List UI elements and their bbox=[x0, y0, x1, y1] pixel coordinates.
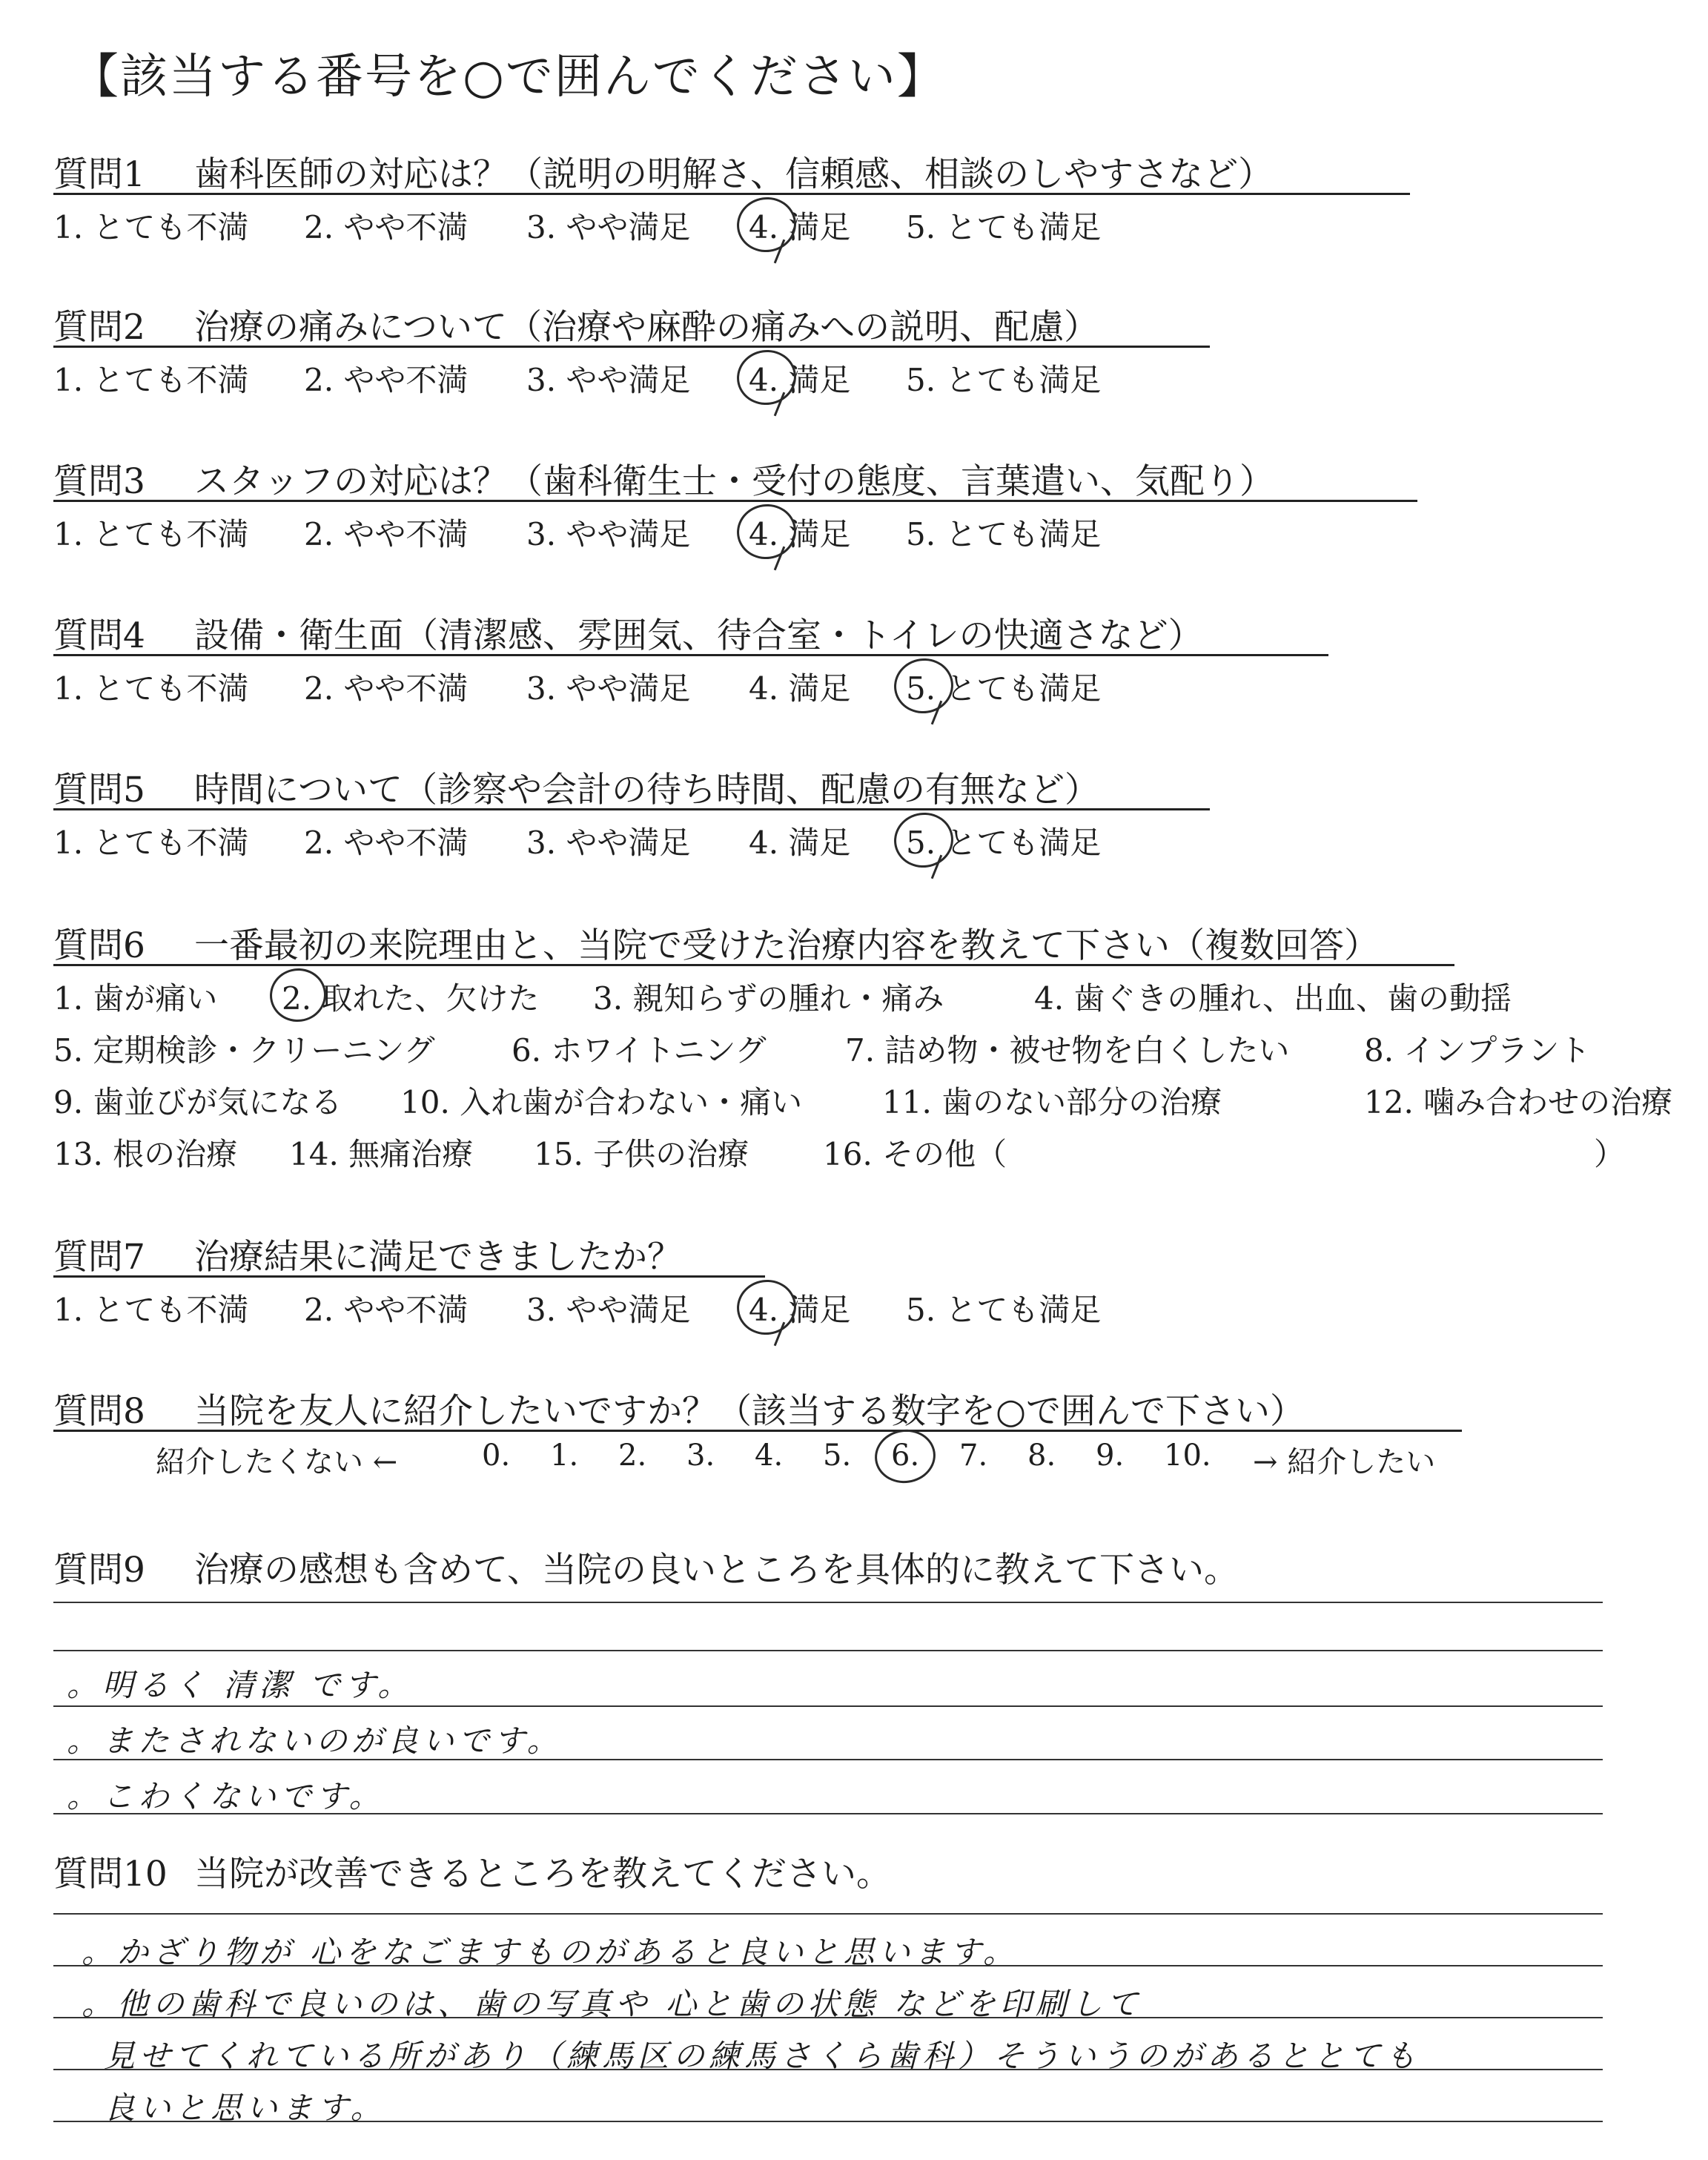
question-underline bbox=[53, 1275, 765, 1278]
answer-line bbox=[53, 1705, 1603, 1707]
question-text: 歯科医師の対応は？（説明の明解さ、信頼感、相談のしやすさなど） bbox=[194, 154, 1274, 195]
rating-option-5[interactable]: 5. とても満足 bbox=[906, 825, 1102, 861]
question-7-heading bbox=[53, 1229, 682, 1279]
question-1-heading bbox=[53, 147, 1273, 196]
question-9-heading bbox=[53, 1542, 1239, 1592]
question-text: 時間について（診察や会計の待ち時間、配慮の有無など） bbox=[194, 770, 1100, 810]
rating-option-1[interactable]: 1. とても不満 bbox=[53, 209, 249, 245]
handwritten-answer: 良いと思います。 bbox=[104, 2090, 386, 2126]
treatment-option[interactable]: 12. 噛み合わせの治療 bbox=[1364, 1084, 1673, 1120]
treatment-option[interactable]: 2. 取れた、欠けた bbox=[282, 980, 540, 1017]
answer-line bbox=[53, 1650, 1603, 1651]
rating-option-1[interactable]: 1. とても不満 bbox=[53, 516, 249, 552]
rating-option-2[interactable]: 2. やや不満 bbox=[304, 670, 469, 707]
scale-value-2[interactable]: 2. bbox=[618, 1439, 647, 1473]
rating-option-1[interactable]: 1. とても不満 bbox=[53, 362, 249, 398]
answer-line bbox=[53, 1602, 1603, 1603]
question-number: 質問7 bbox=[53, 1237, 145, 1278]
rating-option-4[interactable]: 4. 満足 bbox=[749, 516, 851, 552]
answer-line bbox=[53, 1913, 1603, 1915]
question-text: 一番最初の来院理由と、当院で受けた治療内容を教えて下さい（複数回答） bbox=[194, 925, 1379, 966]
treatment-option[interactable]: 15. 子供の治療 bbox=[534, 1136, 749, 1172]
rating-option-3[interactable]: 3. やや満足 bbox=[526, 1292, 691, 1328]
question-text: スタッフの対応は？（歯科衛生士・受付の態度、言葉遣い、気配り） bbox=[194, 461, 1274, 502]
rating-option-2[interactable]: 2. やや不満 bbox=[304, 209, 469, 245]
scale-value-8[interactable]: 8. bbox=[1027, 1439, 1056, 1473]
question-6-heading bbox=[53, 918, 1379, 968]
question-number: 質問5 bbox=[53, 770, 145, 810]
question-underline bbox=[53, 193, 1410, 195]
question-text: 治療の痛みについて（治療や麻酔の痛みへの説明、配慮） bbox=[194, 307, 1099, 348]
rating-option-3[interactable]: 3. やや満足 bbox=[526, 670, 691, 707]
question-underline bbox=[53, 654, 1328, 656]
question-number: 質問10 bbox=[53, 1854, 168, 1895]
scale-value-10[interactable]: 10. bbox=[1164, 1439, 1211, 1473]
question-number: 質問3 bbox=[53, 461, 145, 502]
rating-option-4[interactable]: 4. 満足 bbox=[749, 362, 851, 398]
rating-option-2[interactable]: 2. やや不満 bbox=[304, 1292, 469, 1328]
question-underline bbox=[53, 500, 1417, 502]
rating-option-4[interactable]: 4. 満足 bbox=[749, 825, 851, 861]
rating-option-2[interactable]: 2. やや不満 bbox=[304, 516, 469, 552]
question-underline bbox=[53, 808, 1210, 810]
handwritten-answer: 。他の歯科で良いのは、歯の写真や 心と歯の状態 などを印刷して bbox=[82, 1986, 1142, 2022]
handwritten-answer: 。かざり物が 心をなごますものがあると良いと思います。 bbox=[82, 1934, 1019, 1970]
question-8-heading bbox=[53, 1384, 1305, 1433]
page-title: 【該当する番号を○で囲んでください】 bbox=[71, 50, 946, 105]
rating-option-5[interactable]: 5. とても満足 bbox=[906, 362, 1102, 398]
rating-option-2[interactable]: 2. やや不満 bbox=[304, 825, 469, 861]
rating-option-5[interactable]: 5. とても満足 bbox=[906, 516, 1102, 552]
question-number: 質問1 bbox=[53, 154, 145, 195]
rating-option-4[interactable]: 4. 満足 bbox=[749, 1292, 851, 1328]
question-5-heading bbox=[53, 762, 1099, 812]
rating-option-3[interactable]: 3. やや満足 bbox=[526, 209, 691, 245]
treatment-option[interactable]: 14. 無痛治療 bbox=[289, 1136, 474, 1172]
question-text: 治療結果に満足できましたか？ bbox=[194, 1237, 682, 1278]
scale-value-0[interactable]: 0. bbox=[482, 1439, 511, 1473]
scale-value-3[interactable]: 3. bbox=[686, 1439, 715, 1473]
question-text: 当院を友人に紹介したいですか？（該当する数字を○で囲んで下さい） bbox=[194, 1391, 1305, 1432]
question-number: 質問8 bbox=[53, 1391, 145, 1432]
treatment-option[interactable]: 11. 歯のない部分の治療 bbox=[882, 1084, 1222, 1120]
treatment-option[interactable]: 5. 定期検診・クリーニング bbox=[53, 1032, 435, 1069]
rating-option-3[interactable]: 3. やや満足 bbox=[526, 362, 691, 398]
treatment-option[interactable]: 1. 歯が痛い bbox=[53, 980, 218, 1017]
question-underline bbox=[53, 964, 1454, 966]
rating-option-5[interactable]: 5. とても満足 bbox=[906, 670, 1102, 707]
hand-drawn-circle bbox=[871, 1426, 939, 1487]
handwritten-answer: 。明るく 清潔 です。 bbox=[67, 1667, 414, 1703]
scale-value-1[interactable]: 1. bbox=[550, 1439, 579, 1473]
question-2-heading bbox=[53, 300, 1099, 349]
question-text: 設備・衛生面（清潔感、雰囲気、待合室・トイレの快適さなど） bbox=[194, 615, 1203, 656]
question-3-heading bbox=[53, 454, 1274, 503]
question-number: 質問4 bbox=[53, 615, 145, 656]
question-number: 質問6 bbox=[53, 925, 145, 966]
question-underline bbox=[53, 1430, 1462, 1432]
scale-value-6[interactable]: 6. bbox=[891, 1439, 920, 1473]
treatment-option[interactable]: 6. ホワイトニング bbox=[512, 1032, 767, 1069]
treatment-option[interactable]: 7. 詰め物・被せ物を白くしたい bbox=[845, 1032, 1290, 1069]
treatment-option[interactable]: 4. 歯ぐきの腫れ、出血、歯の動揺 bbox=[1034, 980, 1512, 1017]
treatment-option[interactable]: ） bbox=[1594, 1136, 1626, 1172]
rating-option-1[interactable]: 1. とても不満 bbox=[53, 670, 249, 707]
scale-value-7[interactable]: 7. bbox=[959, 1439, 988, 1473]
question-underline bbox=[53, 346, 1210, 348]
rating-option-5[interactable]: 5. とても満足 bbox=[906, 209, 1102, 245]
treatment-option[interactable]: 16. その他（ bbox=[823, 1136, 1007, 1172]
question-text: 当院が改善できるところを教えてください。 bbox=[194, 1854, 891, 1895]
scale-right-label: → 紹介したい bbox=[1253, 1445, 1436, 1479]
question-4-heading bbox=[53, 608, 1203, 658]
handwritten-answer: 。またされないのが良いです。 bbox=[67, 1723, 563, 1759]
question-number: 質問9 bbox=[53, 1550, 145, 1591]
scale-left-label: 紹介したくない ← bbox=[156, 1445, 398, 1479]
question-number: 質問2 bbox=[53, 307, 145, 348]
question-10-heading bbox=[53, 1846, 891, 1896]
treatment-option[interactable]: 10. 入れ歯が合わない・痛い bbox=[400, 1084, 803, 1120]
rating-option-3[interactable]: 3. やや満足 bbox=[526, 516, 691, 552]
treatment-option[interactable]: 8. インプラント bbox=[1364, 1032, 1591, 1069]
rating-option-5[interactable]: 5. とても満足 bbox=[906, 1292, 1102, 1328]
treatment-option[interactable]: 13. 根の治療 bbox=[53, 1136, 238, 1172]
scale-value-9[interactable]: 9. bbox=[1096, 1439, 1125, 1473]
rating-option-1[interactable]: 1. とても不満 bbox=[53, 825, 249, 861]
question-text: 治療の感想も含めて、当院の良いところを具体的に教えて下さい。 bbox=[194, 1550, 1239, 1591]
rating-option-2[interactable]: 2. やや不満 bbox=[304, 362, 469, 398]
rating-option-4[interactable]: 4. 満足 bbox=[749, 670, 851, 707]
handwritten-answer: 。こわくないです。 bbox=[67, 1778, 385, 1814]
treatment-option[interactable]: 3. 親知らずの腫れ・痛み bbox=[593, 980, 944, 1017]
scale-value-5[interactable]: 5. bbox=[823, 1439, 852, 1473]
scale-value-4[interactable]: 4. bbox=[755, 1439, 784, 1473]
rating-option-3[interactable]: 3. やや満足 bbox=[526, 825, 691, 861]
rating-option-4[interactable]: 4. 満足 bbox=[749, 209, 851, 245]
handwritten-answer: 見せてくれている所があり（練馬区の練馬さくら歯科）そういうのがあるととても bbox=[104, 2038, 1421, 2074]
treatment-option[interactable]: 9. 歯並びが気になる bbox=[53, 1084, 342, 1120]
rating-option-1[interactable]: 1. とても不満 bbox=[53, 1292, 249, 1328]
